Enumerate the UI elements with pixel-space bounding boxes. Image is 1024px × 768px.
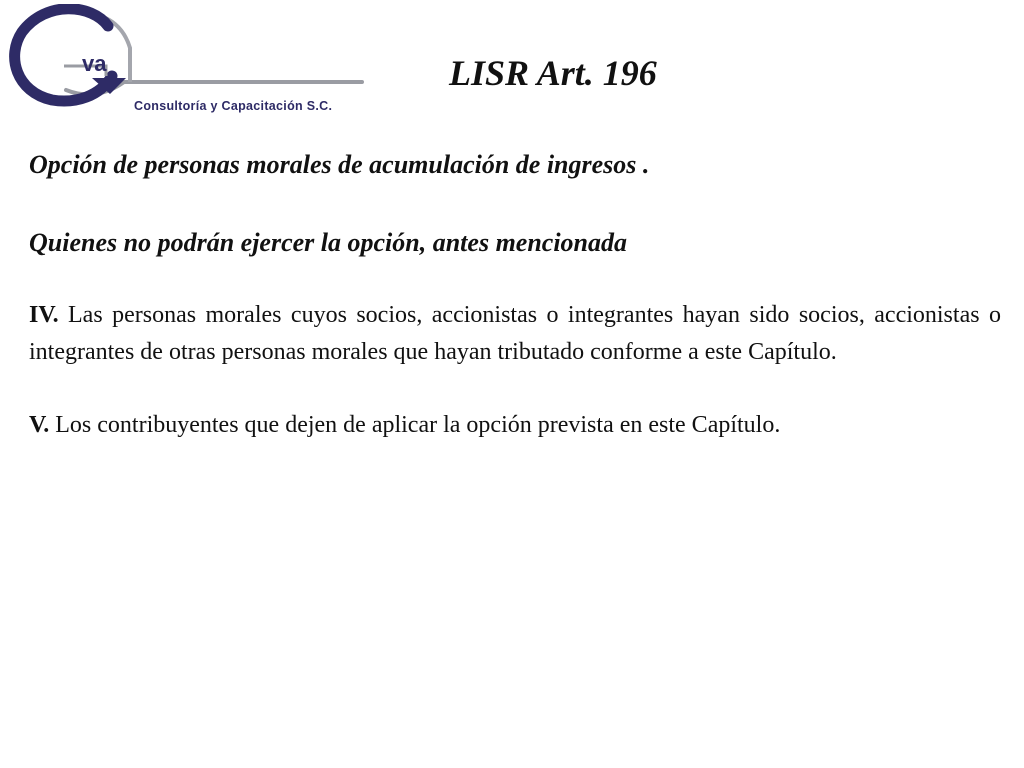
clause-v-number: V.	[29, 412, 50, 438]
subheading-exclusions: Quienes no podrán ejercer la opción, antes mencionada	[29, 228, 628, 257]
clause-iv	[29, 297, 1001, 370]
gva-logo-mark	[6, 4, 366, 114]
clause-iv-text: Las personas morales cuyos socios, accionistas o integrantes hayan sido socios, accionistas o integrantes de otras personas morales que hayan tributado conforme a este Capítulo.	[29, 302, 1001, 365]
company-logo	[6, 4, 366, 114]
clause-v-text: Los contribuyentes que dejen de aplicar la opción prevista en este Capítulo.	[55, 412, 781, 438]
logo-company-name: Consultoría y Capacitación S.C.	[134, 99, 333, 113]
clause-v	[29, 407, 1001, 444]
logo-monogram-text: va	[82, 51, 107, 76]
slide-title: LISR Art. 196	[449, 53, 657, 93]
subheading-option: Opción de personas morales de acumulación de ingresos .	[29, 150, 650, 179]
clause-iv-number: IV.	[29, 302, 59, 328]
slide-body	[29, 144, 1001, 444]
